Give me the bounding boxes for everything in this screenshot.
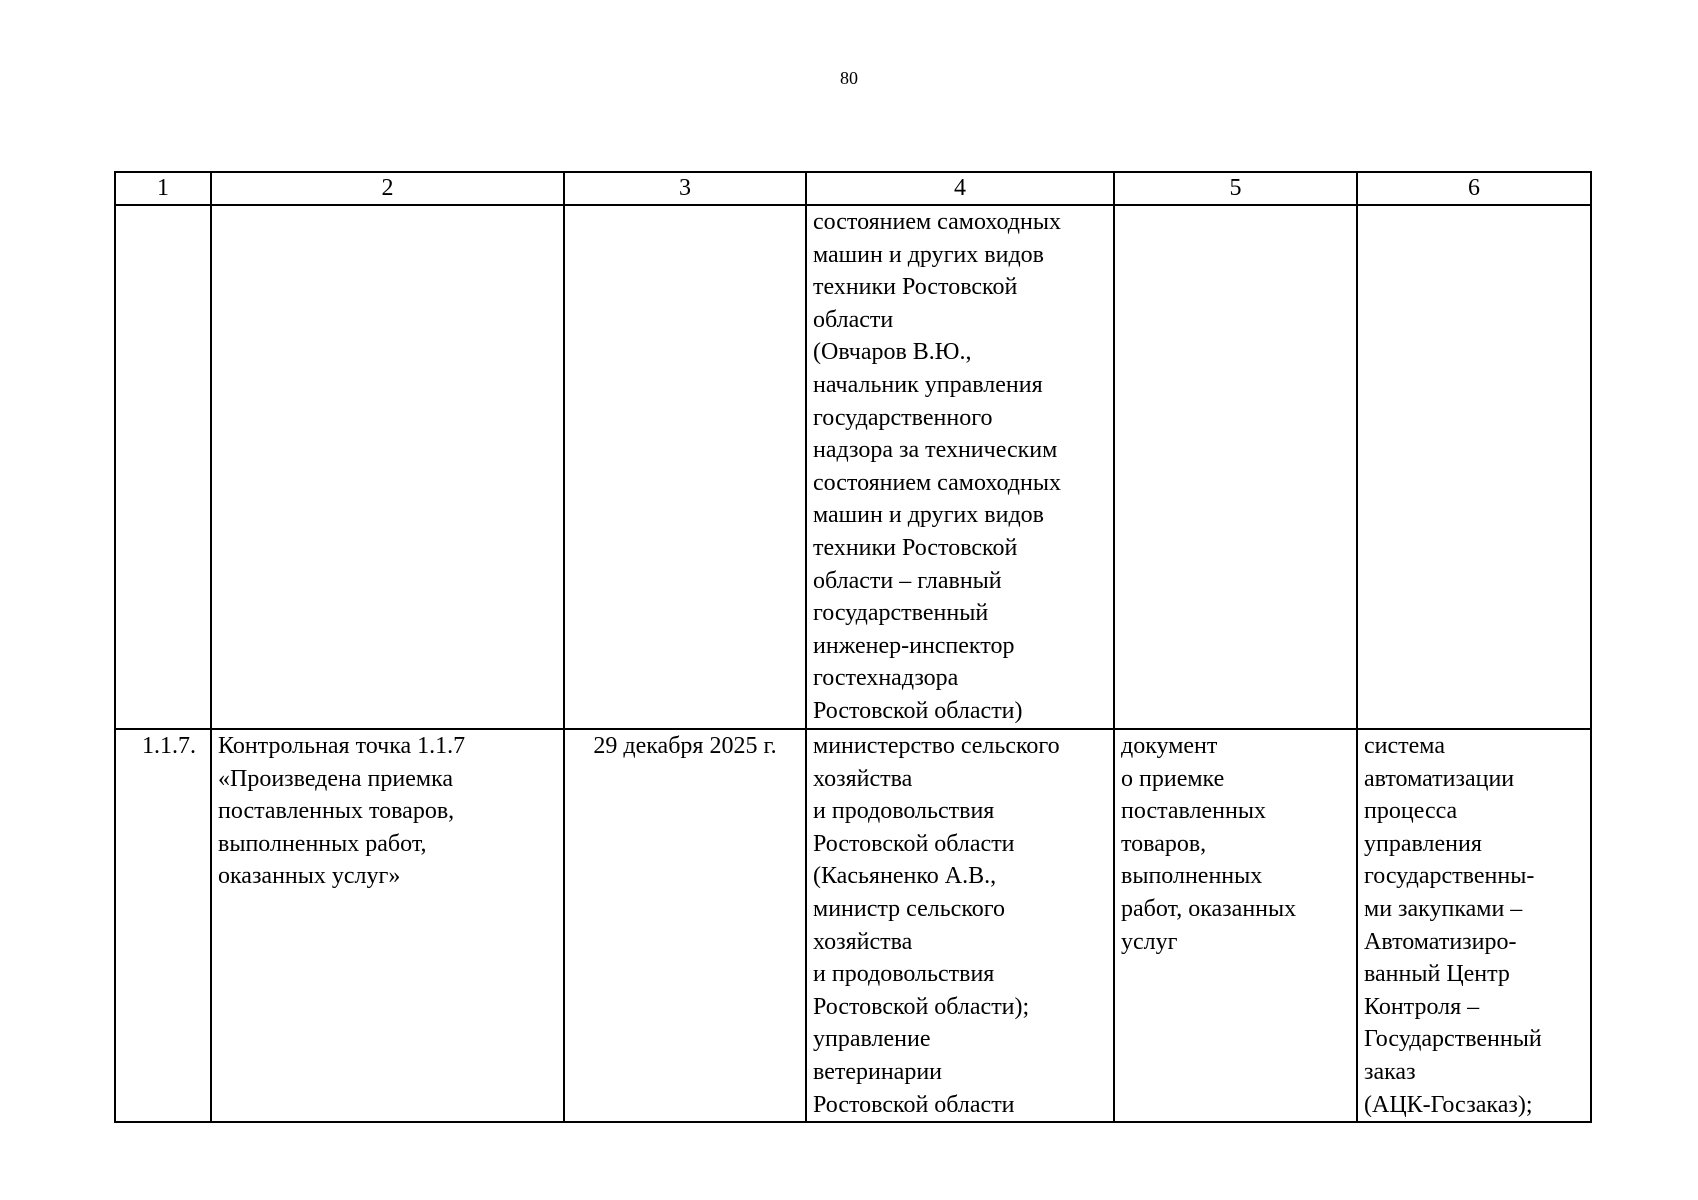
table-row — [115, 205, 1591, 729]
document-type-cell: документ о приемке поставленных товаров, выполненных работ, оказанных услуг — [1114, 729, 1357, 1122]
info-system-cell — [1357, 205, 1591, 729]
row-number-cell: 1.1.7. — [115, 729, 211, 1122]
column-number-5: 5 — [1114, 172, 1357, 205]
event-name-cell: Контрольная точка 1.1.7 «Произведена приемка поставленных товаров, выполненных работ, оказанных услуг» — [211, 729, 564, 1122]
column-number-3: 3 — [564, 172, 806, 205]
responsible-cell: состоянием самоходных машин и других видов техники Ростовской области (Овчаров В.Ю., начальник управления государственного надзора за техническим состоянием самоходных машин и других видов техники Ростовской области – главный государственный инженер-инспектор гостехнадзора Ростовской области) — [806, 205, 1114, 729]
info-system-cell: система автоматизации процесса управления государственны- ми закупками – Автоматизиро- ванный Центр Контроля – Государственный заказ (АЦК-Госзаказ); — [1357, 729, 1591, 1122]
row-number-cell — [115, 205, 211, 729]
column-number-row — [115, 172, 1591, 205]
page-number: 80 — [840, 68, 858, 88]
deadline-cell: 29 декабря 2025 г. — [564, 729, 806, 1122]
document-table — [114, 171, 1592, 1123]
document-type-cell — [1114, 205, 1357, 729]
deadline-cell — [564, 205, 806, 729]
column-number-4: 4 — [806, 172, 1114, 205]
table-row — [115, 729, 1591, 1122]
event-name-cell — [211, 205, 564, 729]
column-number-6: 6 — [1357, 172, 1591, 205]
responsible-cell: министерство сельского хозяйства и продовольствия Ростовской области (Касьяненко А.В., министр сельского хозяйства и продовольствия Ростовской области); управление ветеринарии Ростовской области — [806, 729, 1114, 1122]
column-number-2: 2 — [211, 172, 564, 205]
column-number-1: 1 — [115, 172, 211, 205]
